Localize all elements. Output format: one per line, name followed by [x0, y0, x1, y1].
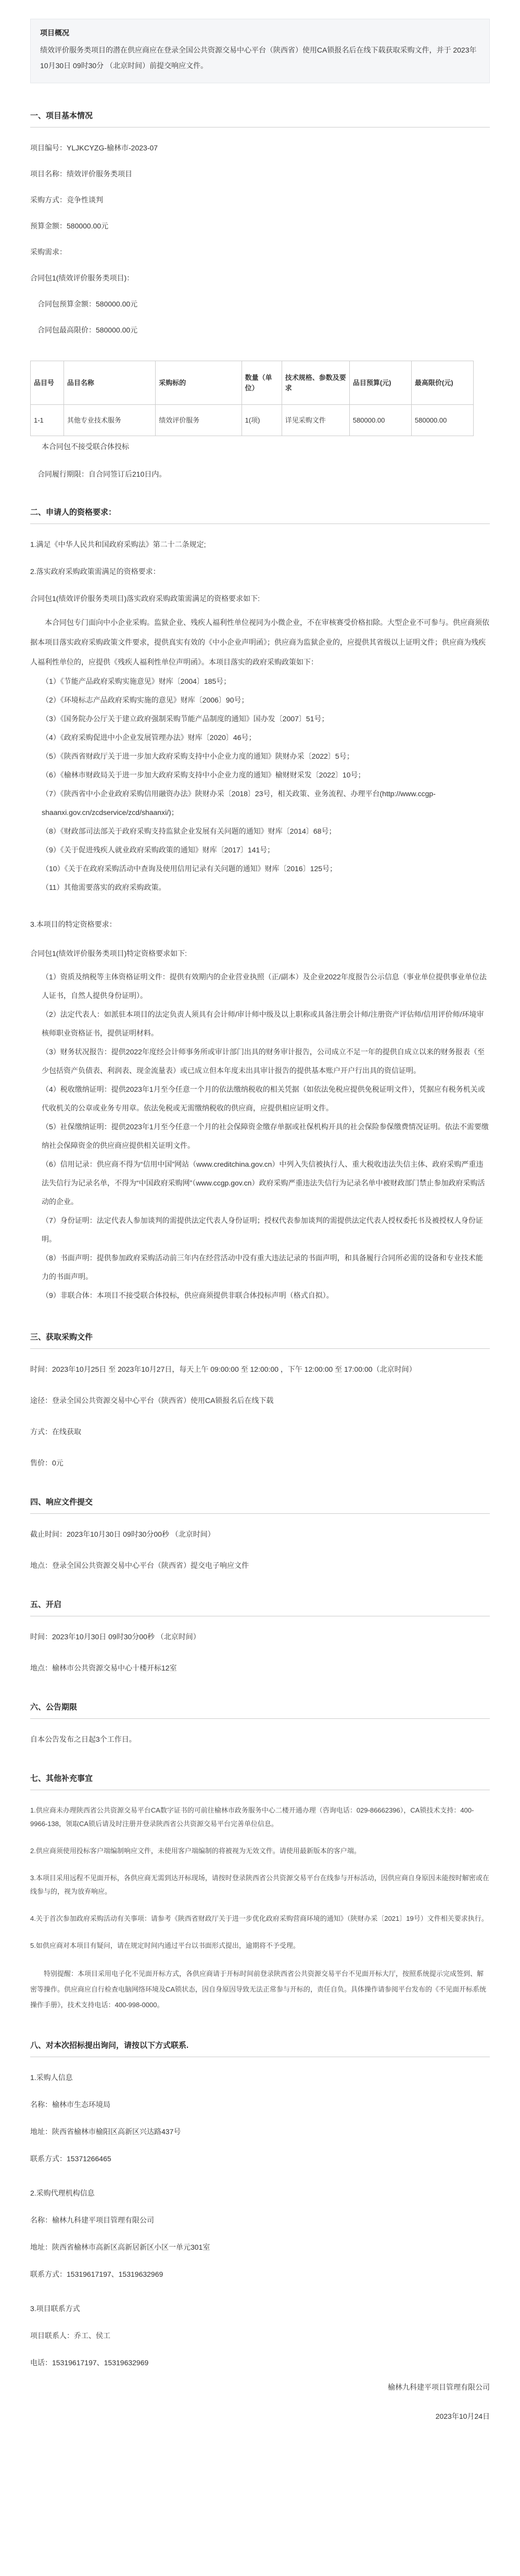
special-requirement-list	[30, 967, 490, 1305]
list-item: （4）税收缴纳证明：提供2023年1月至今任意一个月的依法缴纳税收的相关凭据（如依法免税应提供免税证明文件），凭据应有税务机关或代收机关的公章或业务专用章。依法免税或无需缴纳税收的供应商，应提供相应证明文件。	[42, 1085, 485, 1112]
document-way: 方式：在线获取	[30, 1427, 81, 1436]
signature-date: 2023年10月24日	[435, 2412, 490, 2420]
lot-special-intro: 合同包1(绩效评价服务类项目)特定资格要求如下:	[30, 949, 187, 958]
project-summary-box	[30, 19, 490, 83]
section-2-heading: 二、申请人的资格要求：	[30, 508, 117, 517]
procurement-item-table	[30, 361, 474, 436]
agent-address: 地址：陕西省榆林市高新区高新居新区小区一单元301室	[30, 2243, 210, 2251]
document-place: 途径：登录全国公共资源交易中心平台（陕西省）使用CA锁报名后在线下载	[30, 1396, 274, 1405]
lot-budget: 合同包预算金额：580000.00元	[37, 300, 138, 308]
document-price: 售价：0元	[30, 1459, 64, 1467]
signature-org: 榆林九科建平项目管理有限公司	[388, 2383, 490, 2391]
supplement-item: 3.本项目采用远程不见面开标，各供应商无需到达开标现场，请按时登录陕西省公共资源交易平台在线参与开标活动，因供应商自身原因未能按时解密或在线参与的，视为放弃响应。	[30, 1874, 489, 1895]
qualification-item-2: 2.落实政府采购政策需满足的资格要求：	[30, 567, 160, 576]
table-cell: 绩效评价服务	[156, 405, 242, 436]
contact-phone: 电话：15319617197、15319632969	[30, 2358, 149, 2367]
list-item: （2）《环境标志产品政府采购实施的意见》财库〔2006〕90号；	[42, 696, 249, 704]
section-divider	[30, 1513, 490, 1514]
table-header-cell: 采购标的	[156, 361, 242, 405]
project-number: 项目编号：YLJKCYZG-榆林市-2023-07	[30, 144, 158, 152]
summary-title: 项目概况	[40, 29, 69, 37]
supplement-item: 5.如供应商对本项目有疑问，请在规定时间内通过平台以书面形式提出，逾期将不予受理。	[30, 1942, 300, 1949]
table-cell: 详见采购文件	[282, 405, 349, 436]
policy-paragraph: 本合同包专门面向中小企业采购。监狱企业、残疾人福利性单位视同为小微企业，不在审核赛受价格扣除。大型企业不可参与。供应商须依据本项目落实政府采购政策文件要求，提供真实有效的《中小企业声明函》；供应商为监狱企业的，应提供其省级以上证明文件；供应商为残疾人福利性单位的，应提供《残疾人福利性单位声明函》。本项目落实的政府采购政策如下：	[30, 618, 489, 666]
agent-name: 名称：榆林九科建平项目管理有限公司	[30, 2216, 154, 2224]
supplement-item: 1.供应商未办理陕西省公共资源交易平台CA数字证书的可前往榆林市政务服务中心二楼开通办理（咨询电话：029-86662396），CA锁技术支持：400-9966-138，领取CA锁后请及时注册并登录陕西省公共资源交易平台完善单位信息。	[30, 1806, 474, 1828]
procurement-method: 采购方式：竞争性谈判	[30, 196, 103, 204]
section-6-heading: 六、公告期限	[30, 1703, 78, 1712]
summary-text: 绩效评价服务类项目的潜在供应商应在登录全国公共资源交易中心平台（陕西省）使用CA锁报名后在线下载获取采购文件，并于 2023年10月30日 09时30分 （北京时间）前提交响应文件。	[40, 46, 477, 70]
list-item: （4）《政府采购促进中小企业发展管理办法》财库〔2020〕46号；	[42, 733, 256, 742]
lot-policy-intro: 合同包1(绩效评价服务类项目)落实政府采购政策需满足的资格要求如下:	[30, 594, 260, 603]
list-item: （3）《国务院办公厅关于建立政府强制采购节能产品制度的通知》国办发〔2007〕51号；	[42, 715, 329, 723]
table-cell: 580000.00	[349, 405, 411, 436]
table-row	[31, 405, 474, 436]
special-reminder: 特别提醒：本项目采用电子化不见面开标方式，各供应商请于开标时间前登录陕西省公共资源交易平台不见面开标大厅，按照系统提示完成签到、解密等操作。供应商应自行检查电脑网络环境及CA锁状态，因自身原因导致无法正常参与开标的，责任自负。具体操作请参阅平台发布的《不见面开标系统操作手册》，技术支持电话：400-998-0000。	[30, 1970, 487, 2009]
buyer-info-title: 1.采购人信息	[30, 2073, 73, 2082]
opening-time: 时间：2023年10月30日 09时30分00秒 （北京时间）	[30, 1633, 200, 1641]
qualification-item-1: 1.满足《中华人民共和国政府采购法》第二十二条规定;	[30, 540, 206, 549]
list-item: （5）社保缴纳证明：提供2023年1月至今任意一个月的社会保障资金缴存单据或社保机构开具的社会保险参保缴费情况证明。依法不需要缴纳社会保障资金的供应商应提供相关证明文件。	[42, 1123, 489, 1150]
contact-title: 3.项目联系方式	[30, 2304, 80, 2313]
list-item: （9）非联合体：本项目不接受联合体投标，供应商须提供非联合体投标声明（格式自拟）。	[42, 1291, 334, 1299]
agent-phone: 联系方式：15319617197、15319632969	[30, 2270, 163, 2278]
table-header-cell: 最高限价(元)	[411, 361, 473, 405]
table-header-cell: 技术规格、参数及要求	[282, 361, 349, 405]
list-item: （7）《陕西省中小企业政府采购信用融资办法》陕财办采〔2018〕23号，相关政策、业务流程、办理平台(http://www.ccgp-shaanxi.gov.cn/zcdservice/zcd/shaanxi/)；	[42, 789, 436, 817]
contact-person: 项目联系人：乔工、侯工	[30, 2331, 110, 2340]
contract-term: 合同履行期限：自合同签订后210日内。	[37, 470, 167, 478]
table-header-row	[31, 361, 474, 405]
submission-deadline: 截止时间：2023年10月30日 09时30分00秒 （北京时间）	[30, 1530, 215, 1538]
table-cell: 1(项)	[242, 405, 282, 436]
section-5-heading: 五、开启	[30, 1600, 62, 1609]
list-item: （6）《榆林市财政局关于进一步加大政府采购支持中小企业力度的通知》榆财财采发〔2022〕10号；	[42, 771, 365, 779]
joint-bid-note: 本合同包不接受联合体投标	[42, 442, 129, 451]
buyer-address: 地址：陕西省榆林市榆阳区高新区兴达路437号	[30, 2127, 181, 2136]
list-item: （7）身份证明：法定代表人参加谈判的需提供法定代表人身份证明；授权代表参加谈判的需提供法定代表人授权委托书及被授权人身份证明。	[42, 1216, 483, 1243]
qualification-item-3: 3.本项目的特定资格要求：	[30, 920, 117, 928]
table-header-cell: 品目号	[31, 361, 64, 405]
lot-label: 合同包1(绩效评价服务类项目)：	[30, 274, 134, 282]
announcement-period: 自本公告发布之日起3个工作日。	[30, 1735, 136, 1743]
policy-list	[30, 672, 490, 897]
table-cell: 1-1	[31, 405, 64, 436]
table-cell: 其他专业技术服务	[64, 405, 155, 436]
list-item: （2）法定代表人：如派驻本项目的法定负责人须具有会计师/审计师中级及以上职称或具备注册会计师/注册资产评估师/信用评价师/环境审核师职业资格证书，提供证明材料。	[42, 1010, 484, 1037]
table-cell: 580000.00	[411, 405, 473, 436]
list-item: （1）资质及纳税等主体资格证明文件：提供有效期内的企业营业执照（正/副本）及企业2022年度报告公示信息（事业单位提供事业单位法人证书，自然人提供身份证明）。	[42, 973, 487, 1000]
section-3-heading: 三、获取采购文件	[30, 1333, 93, 1342]
list-item: （9）《关于促进残疾人就业政府采购政策的通知》财库〔2017〕141号；	[42, 846, 275, 854]
supplement-item: 2.供应商须使用投标客户端编制响应文件，未使用客户端编制的将被视为无效文件。请使用最新版本的客户端。	[30, 1847, 361, 1855]
list-item: （1）《节能产品政府采购实施意见》财库〔2004〕185号；	[42, 677, 231, 685]
opening-place: 地点：榆林市公共资源交易中心十楼开标12室	[30, 1664, 177, 1672]
supplement-item: 4.关于首次参加政府采购活动有关事项：请参考《陕西省财政厅关于进一步优化政府采购营商环境的通知》（陕财办采〔2021〕19号）文件相关要求执行。	[30, 1915, 488, 1922]
list-item: （8）书面声明：提供参加政府采购活动前三年内在经营活动中没有重大违法记录的书面声明，和具备履行合同所必需的设备和专业技术能力的书面声明。	[42, 1254, 483, 1281]
list-item: （10）《关于在政府采购活动中查询及使用信用记录有关问题的通知》财库〔2016〕125号；	[42, 864, 337, 873]
document-time: 时间：2023年10月25日 至 2023年10月27日，每天上午 09:00:00 至 12:00:00 ，下午 12:00:00 至 17:00:00（北京时间）	[30, 1365, 416, 1373]
project-name: 项目名称：绩效评价服务类项目	[30, 170, 132, 178]
section-divider	[30, 1718, 490, 1719]
lot-max-price: 合同包最高限价：580000.00元	[37, 326, 138, 334]
table-header-cell: 品目预算(元)	[349, 361, 411, 405]
section-1-heading: 一、项目基本情况	[30, 111, 93, 120]
section-7-heading: 七、其他补充事宜	[30, 1774, 93, 1783]
list-item: （3）财务状况报告：提供2022年度经会计师事务所或审计部门出具的财务审计报告，公司成立不足一年的提供自成立以来的财务报表（至少包括资产负债表、利润表、现金流量表）或已成立但本年度未出具审计报告的提供基本账户开户行出具的资信证明。	[42, 1048, 485, 1075]
section-divider	[30, 1348, 490, 1349]
agent-info-title: 2.采购代理机构信息	[30, 2189, 95, 2197]
submission-place: 地点：登录全国公共资源交易中心平台（陕西省）提交电子响应文件	[30, 1561, 249, 1570]
table-header-cell: 品目名称	[64, 361, 155, 405]
list-item: （6）信用记录：供应商不得为“信用中国”网站（www.creditchina.gov.cn）中列入失信被执行人、重大税收违法失信主体、政府采购严重违法失信行为记录名单，不得为“中国政府采购网”（www.ccgp.gov.cn）政府采购严重违法失信行为记录名单中被财政部门禁止参加政府采购活动的企业。	[42, 1160, 485, 1206]
list-item: （5）《陕西省财政厅关于进一步加大政府采购支持中小企业力度的通知》陕财办采〔2022〕5号；	[42, 752, 354, 760]
list-item: （11）其他需要落实的政府采购政策。	[42, 883, 166, 891]
section-8-heading: 八、对本次招标提出询问，请按以下方式联系.	[30, 2041, 189, 2050]
table-header-cell: 数量（单位）	[242, 361, 282, 405]
section-4-heading: 四、响应文件提交	[30, 1498, 93, 1507]
demand-label: 采购需求：	[30, 248, 67, 256]
list-item: （8）《财政部司法部关于政府采购支持监狱企业发展有关问题的通知》财库〔2014〕68号；	[42, 827, 336, 835]
buyer-name: 名称：榆林市生态环境局	[30, 2100, 110, 2109]
buyer-phone: 联系方式：15371266465	[30, 2154, 111, 2163]
budget-amount: 预算金额：580000.00元	[30, 222, 109, 230]
